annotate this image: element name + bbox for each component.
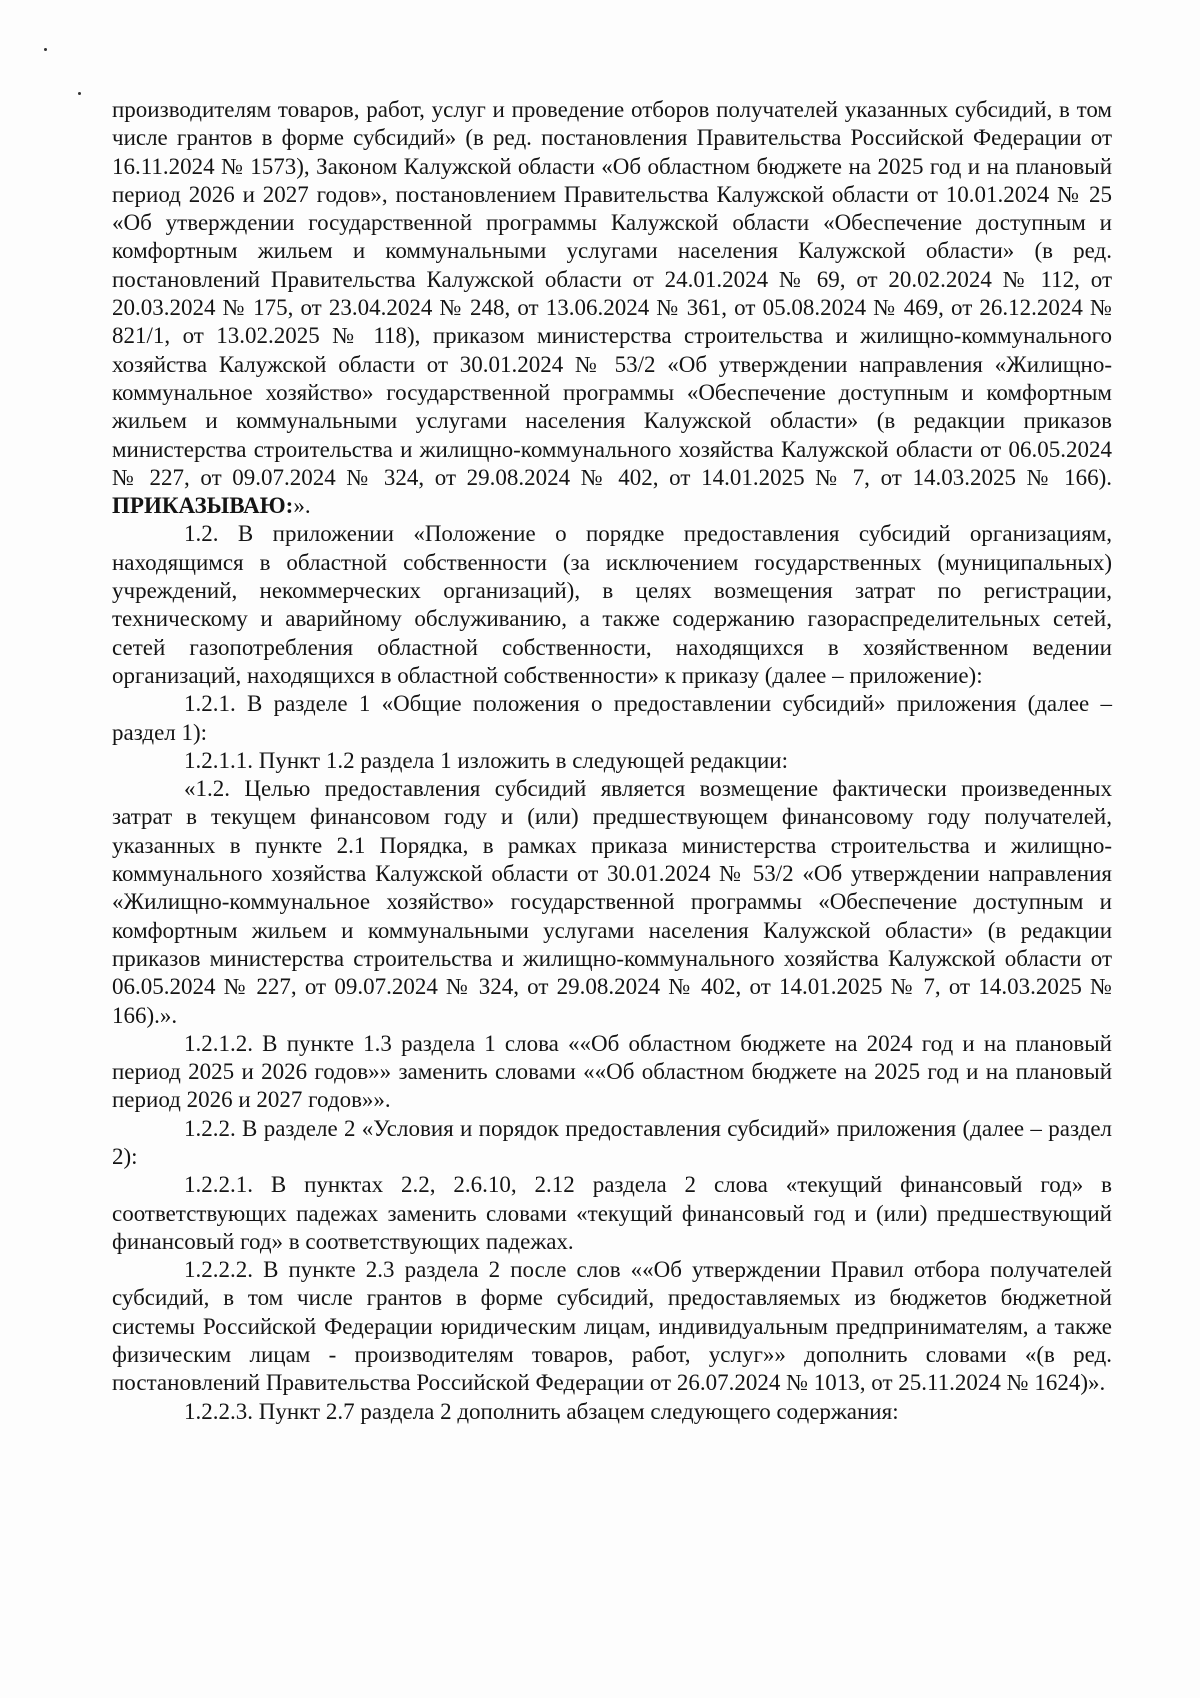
- paragraph-1-2-2-1: 1.2.2.1. В пунктах 2.2, 2.6.10, 2.12 раздела 2 слова «текущий финансовый год» в соответствующих падежах заменить словами «текущий финансовый год и (или) предшествующий финансовый год» в соответствующих падежах.: [112, 1172, 1112, 1254]
- paragraph-1-2-2-3: 1.2.2.3. Пункт 2.7 раздела 2 дополнить абзацем следующего содержания:: [184, 1398, 899, 1424]
- paragraph-quoted-1-2: «1.2. Целью предоставления субсидий является возмещение фактически произведенных затрат в текущем финансовом году и (или) предшествующем финансовому году получателей, указанных в пункте 2.1 Порядка, в рамках приказа министерства строительства и жилищно-коммунального хозяйства Калужской области от 30.01.2024 № 53/2 «Об утверждении направления «Жилищно-коммунальное хозяйство» государственной программы «Обеспечение доступным и комфортным жильем и коммунальными услугами населения Калужской области» (в редакции приказов министерства строительства и жилищно-коммунального хозяйства Калужской области от 06.05.2024 № 227, от 09.07.2024 № 324, от 29.08.2024 № 402, от 14.01.2025 № 7, от 14.03.2025 № 166).».: [112, 776, 1112, 1028]
- paragraph-tail: ».: [293, 493, 311, 519]
- paragraph-1-2-1-1: 1.2.1.1. Пункт 1.2 раздела 1 изложить в следующей редакции:: [184, 747, 788, 773]
- paragraph-continuation: [112, 96, 1112, 520]
- scan-speck: [78, 92, 81, 95]
- paragraph-1-2: 1.2. В приложении «Положение о порядке предоставления субсидий организациям, находящимся в областной собственности (за исключением государственных (муниципальных) учреждений, некоммерческих организаций), в целях возмещения затрат по регистрации, техническому и аварийному обслуживанию, а также содержанию газораспределительных сетей, сетей газопотребления областной собственности, находящихся в хозяйственном ведении организаций, находящихся в областной собственности» к приказу (далее – приложение):: [112, 521, 1112, 688]
- paragraph-1-2-1-2: 1.2.1.2. В пункте 1.3 раздела 1 слова ««Об областном бюджете на 2024 год и на плановый период 2025 и 2026 годов»» заменить словами ««Об областном бюджете на 2025 год и на плановый период 2026 и 2027 годов»».: [112, 1030, 1112, 1113]
- paragraph-1-2-2-2: 1.2.2.2. В пункте 2.3 раздела 2 после слов ««Об утверждении Правил отбора получателей субсидий, в том числе грантов в форме субсидий, предоставляемых из бюджетов бюджетной системы Российской Федерации юридическим лицам, индивидуальным предпринимателям, а также физическим лицам - производителям товаров, работ, услуг»» дополнить словами «(в ред. постановлений Правительства Российской Федерации от 26.07.2024 № 1013, от 25.11.2024 № 1624)».: [112, 1257, 1112, 1396]
- paragraph-text: производителям товаров, работ, услуг и проведение отборов получателей указанных субсидий, в том числе грантов в форме субсидий» (в ред. постановления Правительства Российской Федерации от 16.11.2024 № 1573), Законом Калужской области «Об областном бюджете на 2025 год и на плановый период 2026 и 2027 годов», постановлением Правительства Калужской области от 10.01.2024 № 25 «Об утверждении государственной программы Калужской области «Обеспечение доступным и комфортным жильем и коммунальными услугами населения Калужской области» (в ред. постановлений Правительства Калужской области от 24.01.2024 № 69, от 20.02.2024 № 112, от 20.03.2024 № 175, от 23.04.2024 № 248, от 13.06.2024 № 361, от 05.08.2024 № 469, от 26.12.2024 № 821/1, от 13.02.2025 № 118), приказом министерства строительства и жилищно-коммунального хозяйства Калужской области от 30.01.2024 № 53/2 «Об утверждении направления «Жилищно-коммунальное хозяйство» государственной программы «Обеспечение доступным и комфортным жильем и коммунальными услугами населения Калужской области» (в редакции приказов министерства строительства и жилищно-коммунального хозяйства Калужской области от 06.05.2024 № 227, от 09.07.2024 № 324, от 29.08.2024 № 402, от 14.01.2025 № 7, от 14.03.2025 № 166).: [112, 97, 1112, 490]
- paragraph-1-2-1: 1.2.1. В разделе 1 «Общие положения о предоставлении субсидий» приложения (далее – раздел 1):: [112, 691, 1112, 745]
- scan-speck: [44, 48, 47, 51]
- paragraph-1-2-2: 1.2.2. В разделе 2 «Условия и порядок предоставления субсидий» приложения (далее – раздел 2):: [112, 1115, 1112, 1169]
- order-keyword: ПРИКАЗЫВАЮ:: [112, 493, 294, 519]
- document-body: [112, 96, 1112, 1426]
